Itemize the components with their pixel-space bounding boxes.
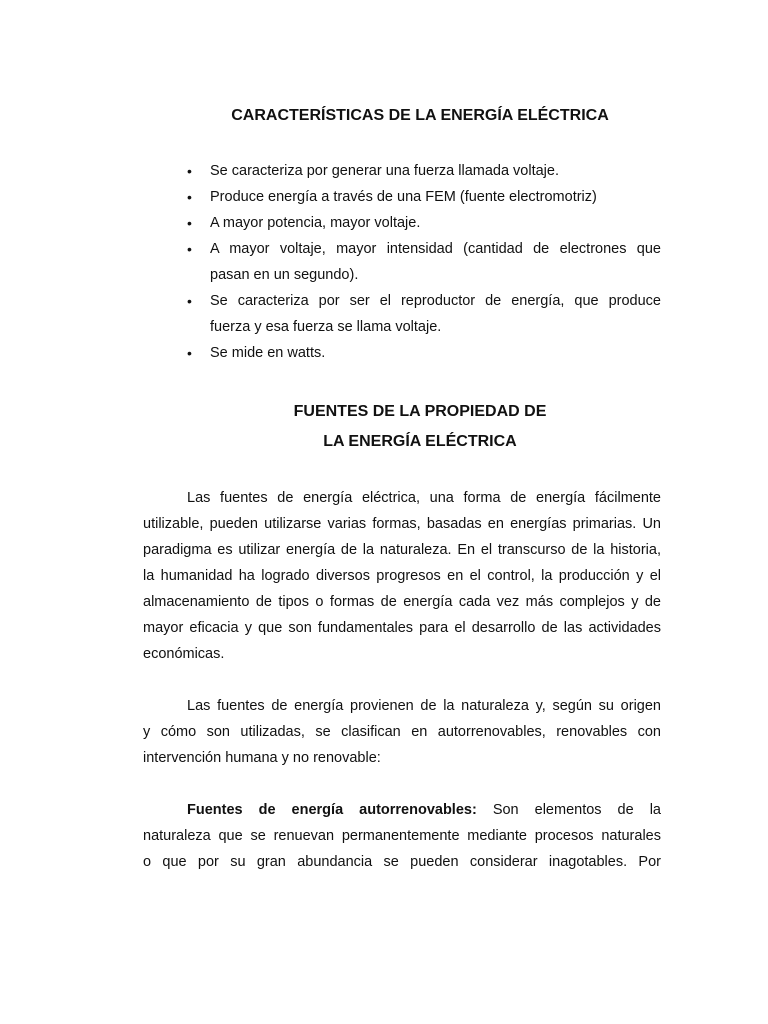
paragraph-line: paradigma es utilizar energía de la naturaleza. En el transcurso de la historia,: [143, 542, 661, 558]
bullet-icon: •: [187, 189, 192, 205]
list-item: [187, 236, 661, 288]
bullet-icon: •: [187, 241, 192, 257]
bullet-icon: •: [187, 345, 192, 361]
list-item: [187, 184, 661, 210]
section-heading-fuentes-line2: LA ENERGÍA ELÉCTRICA: [323, 433, 517, 450]
paragraph-line: naturaleza que se renuevan permanentemente mediante procesos naturales: [143, 828, 661, 844]
paragraph-line: económicas.: [143, 646, 225, 662]
section-heading-caracteristicas: CARACTERÍSTICAS DE LA ENERGÍA ELÉCTRICA: [231, 107, 609, 124]
list-item: [187, 340, 661, 366]
list-item-text: A mayor potencia, mayor voltaje.: [210, 215, 421, 231]
list-item-text: Se mide en watts.: [210, 345, 326, 361]
paragraph-line-rest: Son elementos de la: [476, 802, 661, 818]
list-item: [187, 210, 661, 236]
paragraph-line: y cómo son utilizadas, se clasifican en autorrenovables, renovables con: [143, 724, 661, 740]
list-item: [187, 158, 661, 184]
paragraph-line: mayor eficacia y que son fundamentales para el desarrollo de las actividades: [143, 620, 661, 636]
paragraph-line: la humanidad ha logrado diversos progresos en el control, la producción y el: [143, 568, 661, 584]
bullet-icon: •: [187, 215, 192, 231]
paragraph-line: intervención humana y no renovable:: [143, 750, 381, 766]
list-item-text-line1: Se caracteriza por ser el reproductor de energía, que produce: [210, 293, 661, 309]
bullet-icon: •: [187, 293, 192, 309]
paragraph-autorrenovables: [143, 797, 661, 875]
list-item-text: Se caracteriza por generar una fuerza llamada voltaje.: [210, 163, 559, 179]
list-item-text-line2: pasan en un segundo).: [210, 267, 359, 283]
term-autorrenovables: Fuentes de energía autorrenovables:: [187, 802, 477, 818]
paragraph-line: o que por su gran abundancia se pueden considerar inagotables. Por: [143, 854, 661, 870]
paragraph-fuentes-intro: [143, 485, 661, 667]
list-item-text-line1: A mayor voltaje, mayor intensidad (cantidad de electrones que: [210, 241, 661, 257]
paragraph-line: utilizable, pueden utilizarse varias formas, basadas en energías primarias. Un: [143, 516, 661, 532]
list-item-text-line2: fuerza y esa fuerza se llama voltaje.: [210, 319, 442, 335]
paragraph-line: Las fuentes de energía provienen de la naturaleza y, según su origen: [187, 698, 661, 714]
paragraph-line: [143, 797, 661, 823]
paragraph-line: Las fuentes de energía eléctrica, una forma de energía fácilmente: [187, 490, 661, 506]
section-heading-fuentes-line1: FUENTES DE LA PROPIEDAD DE: [293, 403, 547, 420]
paragraph-line: almacenamiento de tipos o formas de energía cada vez más complejos y de: [143, 594, 661, 610]
paragraph-fuentes-origen: [143, 693, 661, 771]
list-item-text: Produce energía a través de una FEM (fuente electromotriz): [210, 189, 597, 205]
bullet-icon: •: [187, 163, 192, 179]
characteristics-list: [0, 158, 768, 366]
list-item: [187, 288, 661, 340]
